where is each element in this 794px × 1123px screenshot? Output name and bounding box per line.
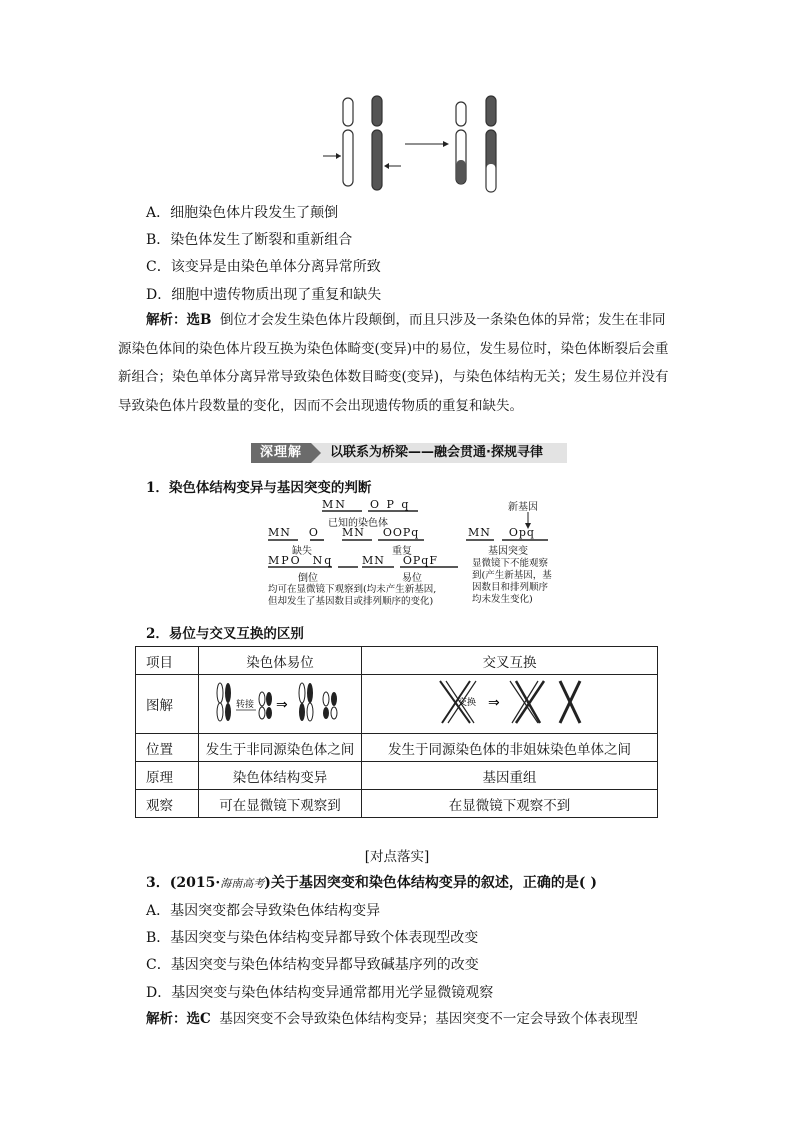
banner-arrow — [311, 443, 321, 463]
option-a: A．细胞染色体片段发生了颠倒 — [146, 205, 339, 221]
chromosome-1 — [343, 98, 353, 186]
svg-text:⇒: ⇒ — [487, 695, 500, 711]
question3-text: )关于基因突变和染色体结构变异的叙述，正确的是( ) — [264, 875, 597, 891]
diagram-label-left: 转接 — [236, 700, 255, 710]
q3-option-c: C．基因突变与染色体结构变异都导致碱基序列的改变 — [146, 957, 479, 973]
option-c: C．该变异是由染色单体分离异常所致 — [146, 259, 381, 275]
crossover-diagram-cell — [362, 675, 658, 734]
table-header-translocation: 染色体易位 — [199, 647, 362, 675]
table-header-item: 项目 — [136, 647, 199, 675]
table-header-crossover: 交叉互换 — [362, 647, 658, 675]
note-right — [472, 558, 552, 606]
trans-label: 易位 — [402, 573, 422, 584]
q3-option-d: D．基因突变与染色体结构变异通常都用光学显微镜观察 — [146, 985, 494, 1001]
table-row-label: 图解 — [136, 675, 199, 734]
mutation-new-gene-label: 新基因 — [508, 502, 538, 513]
known-genes-left: MN — [322, 498, 347, 511]
note-right-line-4: 均未发生变化) — [472, 594, 533, 605]
option-b: B．染色体发生了断裂和重新组合 — [146, 232, 353, 248]
analysis-paragraph — [118, 306, 678, 420]
dup-label: 重复 — [392, 546, 412, 557]
table-row — [136, 675, 658, 734]
table-header-row — [136, 647, 658, 675]
question3-source: 海南高考 — [220, 877, 265, 890]
option-d: D．细胞中遗传物质出现了重复和缺失 — [146, 287, 382, 303]
q3-analysis-label: 解析：选C — [146, 1011, 211, 1027]
table-row-label: 原理 — [136, 762, 199, 790]
table-cell: 染色体结构变异 — [199, 762, 362, 790]
table-row — [136, 790, 658, 818]
deletion-label: 缺失 — [292, 546, 312, 557]
crossover-diagram — [430, 677, 590, 727]
analysis-label: 解析：选B — [146, 312, 212, 328]
banner-text: 以联系为桥梁——融会贯通·探规寻律 — [330, 445, 543, 460]
mutation-label: 基因突变 — [488, 546, 528, 557]
banner-tag: 深理解 — [251, 443, 311, 463]
chromosome-2 — [372, 96, 382, 190]
inv-genes: MPO Nq — [268, 554, 334, 567]
variation-diagram — [262, 498, 562, 616]
svg-text:⇒: ⇒ — [276, 697, 288, 713]
translocation-diagram-cell — [199, 675, 362, 734]
practice-title: [对点落实] — [364, 849, 430, 865]
note-right-line-2: 到(产生新基因，基 — [472, 570, 552, 581]
question3-stem — [146, 872, 597, 892]
q3-option-a: A．基因突变都会导致染色体结构变异 — [146, 903, 381, 919]
comparison-table — [135, 646, 658, 818]
dup-genes: MN OOPq — [342, 526, 420, 539]
table-row-label: 位置 — [136, 734, 199, 762]
diagram-label-right: 交换 — [457, 698, 476, 708]
trans-genes: MN OPqF — [362, 554, 438, 567]
table-cell: 在显微镜下观察不到 — [362, 790, 658, 818]
note-left-line-2: 但却发生了基因数目或排列顺序的变化) — [268, 596, 434, 607]
inv-label: 倒位 — [298, 573, 318, 584]
note-right-line-3: 因数目和排列顺序 — [472, 582, 549, 593]
section-banner — [251, 443, 567, 463]
chromosome-4 — [486, 96, 496, 192]
chromosome-translocation-figure — [315, 92, 515, 196]
table-row-label: 观察 — [136, 790, 199, 818]
known-genes-right: O P q — [370, 498, 411, 511]
table-cell: 基因重组 — [362, 762, 658, 790]
table-cell: 发生于同源染色体的非姐妹染色单体之间 — [362, 734, 658, 762]
table-cell: 发生于非同源染色体之间 — [199, 734, 362, 762]
question3-number: 3．(2015· — [146, 875, 221, 891]
section2-heading: 2．易位与交叉互换的区别 — [146, 626, 304, 642]
mutation-genes: MN Opq — [468, 526, 535, 539]
table-row — [136, 734, 658, 762]
q3-analysis — [146, 1007, 638, 1027]
table-row — [136, 762, 658, 790]
note-right-line-1: 显微镜下不能观察 — [472, 558, 549, 569]
note-left-line-1: 均可在显微镜下观察到(均未产生新基因, — [268, 584, 437, 595]
q3-analysis-text: 基因突变不会导致染色体结构变异；基因突变不一定会导致个体表现型 — [219, 1011, 638, 1027]
deletion-genes: MN O — [268, 526, 319, 539]
translocation-diagram — [200, 679, 360, 725]
chromosome-3 — [456, 102, 466, 184]
known-label: 已知的染色体 — [328, 518, 388, 529]
section1-heading: 1．染色体结构变异与基因突变的判断 — [146, 480, 372, 496]
analysis-text: 倒位才会发生染色体片段颠倒，而且只涉及一条染色体的异常；发生在非同源染色体间的染色体片段互换为染色体畸变(变异)中的易位，发生易位时，染色体断裂后会重新组合；染色单体分离异常导致染色体数目畸变(变异)，与染色体结构无关；发生易位并没有导致染色体片段数量的变化，因而不会出现遗传物质的重复和缺失。 — [118, 312, 669, 414]
note-left — [268, 584, 436, 608]
q3-option-b: B．基因突变与染色体结构变异都导致个体表现型改变 — [146, 930, 479, 946]
table-cell: 可在显微镜下观察到 — [199, 790, 362, 818]
